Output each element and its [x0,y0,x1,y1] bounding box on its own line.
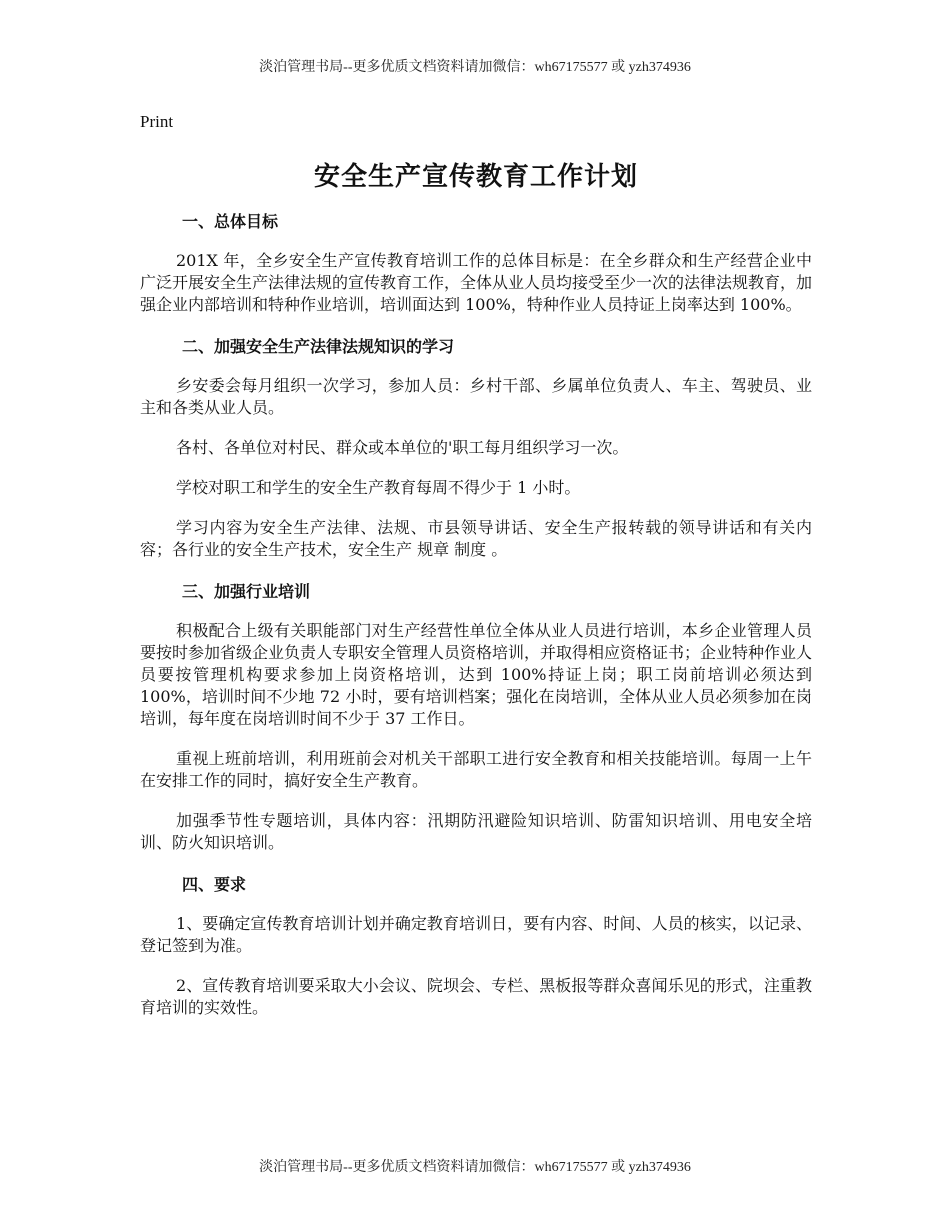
paragraph: 201X 年，全乡安全生产宣传教育培训工作的总体目标是：在全乡群众和生产经营企业中广泛开展安全生产法律法规的宣传教育工作，全体从业人员均接受至少一次的法律法规教育，加强企业内部培训和特种作业培训，培训面达到 100%，特种作业人员持证上岗率达到 100%。 [140,251,813,314]
section-requirements [140,872,812,1019]
document-body [140,112,812,1037]
paragraph: 重视上班前培训，利用班前会对机关干部职工进行安全教育和相关技能培训。每周一上午在安排工作的同时，搞好安全生产教育。 [140,749,812,790]
section-goal [140,209,812,316]
paragraph: 加强季节性专题培训，具体内容：汛期防汛避险知识培训、防雷知识培训、用电安全培训、防火知识培训。 [140,811,812,852]
section-law-study [140,334,812,561]
print-label: Print [140,112,174,131]
section-heading: 一、总体目标 [182,212,279,231]
section-heading: 二、加强安全生产法律法规知识的学习 [182,337,455,356]
paragraph: 乡安委会每月组织一次学习，参加人员：乡村干部、乡属单位负责人、车主、驾驶员、业主和各类从业人员。 [140,376,812,417]
paragraph: 学习内容为安全生产法律、法规、市县领导讲话、安全生产报转载的领导讲话和有关内容；各行业的安全生产技术，安全生产 规章 制度 。 [140,518,812,559]
paragraph: 各村、各单位对村民、群众或本单位的'职工每月组织学习一次。 [176,438,629,457]
page-header-note: 淡泊管理书局--更多优质文档资料请加微信：wh67175577 或 yzh374936 [259,60,691,75]
section-heading: 四、要求 [182,875,247,894]
paragraph: 1、要确定宣传教育培训计划并确定教育培训日，要有内容、时间、人员的核实，以记录、登记签到为准。 [140,914,812,955]
paragraph: 积极配合上级有关职能部门对生产经营性单位全体从业人员进行培训，本乡企业管理人员要按时参加省级企业负责人专职安全管理人员资格培训，并取得相应资格证书；企业特种作业人员要按管理机构要求参加上岗资格培训，达到 100%持证上岗；职工岗前培训必须达到 100%，培训时间不少地 72 小时，要有培训档案；强化在岗培训，全体从业人员必须参加在岗培训，每年度在岗培训时间不少于 37 工作日。 [140,621,813,728]
page-footer-note: 淡泊管理书局--更多优质文档资料请加微信：wh67175577 或 yzh374936 [259,1160,691,1175]
section-heading: 三、加强行业培训 [182,582,311,601]
paragraph: 2、宣传教育培训要采取大小会议、院坝会、专栏、黑板报等群众喜闻乐见的形式，注重教育培训的实效性。 [140,976,812,1017]
document-title: 安全生产宣传教育工作计划 [313,162,638,192]
paragraph: 学校对职工和学生的安全生产教育每周不得少于 1 小时。 [176,478,581,497]
section-industry-training [140,579,812,854]
